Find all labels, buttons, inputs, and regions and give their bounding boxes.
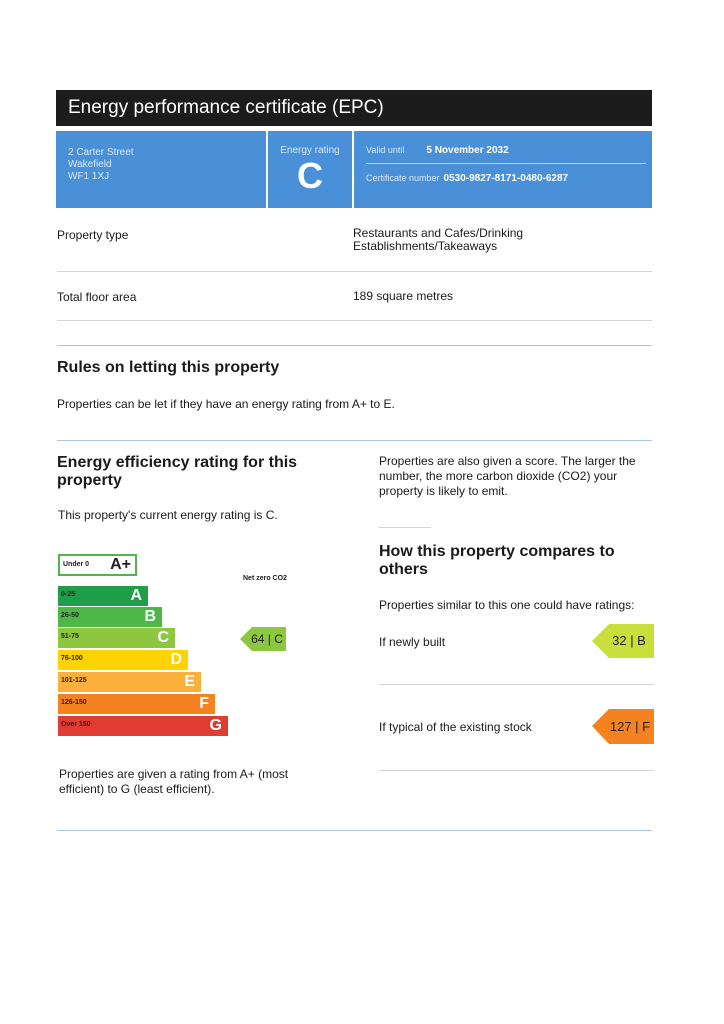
band-range: 76-100 xyxy=(61,655,83,662)
band-range: Over 150 xyxy=(61,721,91,728)
rating-band-c xyxy=(58,628,175,648)
page-title: Energy performance certificate (EPC) xyxy=(56,90,652,126)
rating-band-g xyxy=(58,716,228,736)
rating-band-a xyxy=(58,586,148,606)
band-letter: E xyxy=(184,673,195,690)
newly-built-value: 32 | B xyxy=(612,633,646,648)
compare-intro: Properties similar to this one could have ratings: xyxy=(379,598,635,612)
energy-rating-value: C xyxy=(297,155,323,196)
score-text: Properties are also given a score. The larger the number, the more carbon dioxide (CO2) your property is likely to emit. xyxy=(379,454,636,498)
band-letter: A+ xyxy=(110,556,131,573)
existing-stock-label: If typical of the existing stock xyxy=(379,720,532,734)
property-type-label: Property type xyxy=(57,228,129,242)
valid-until-value: 5 November 2032 xyxy=(426,145,509,156)
address-line: 2 Carter Street xyxy=(68,147,134,158)
section-divider xyxy=(57,345,652,346)
band-range: 126-150 xyxy=(61,699,87,706)
efficiency-heading: Energy efficiency rating for this property xyxy=(57,454,298,489)
energy-rating-block xyxy=(268,131,354,208)
rating-band-b xyxy=(58,607,162,627)
summary-bar xyxy=(56,131,652,208)
floor-area-value: 189 square metres xyxy=(353,289,454,303)
validity-block xyxy=(354,131,652,208)
address-line: WF1 1XJ xyxy=(68,171,110,182)
letting-text: Properties can be let if they have an energy rating from A+ to E. xyxy=(57,397,395,411)
current-rating-text: This property's current energy rating is C. xyxy=(58,508,278,522)
compare-heading: How this property compares to others xyxy=(379,543,615,578)
floor-area-label: Total floor area xyxy=(57,290,137,304)
band-letter: C xyxy=(157,629,169,646)
section-divider xyxy=(57,440,652,441)
address-line: Wakefield xyxy=(68,159,112,170)
band-letter: A xyxy=(130,587,142,604)
existing-stock-value: 127 | F xyxy=(609,719,651,734)
section-divider xyxy=(57,830,652,831)
divider xyxy=(57,271,652,272)
address-block xyxy=(56,131,268,208)
energy-rating-label: Energy rating xyxy=(280,145,340,156)
certificate-number-value: 0530-9827-8171-0480-6287 xyxy=(443,173,569,184)
rating-band-e xyxy=(58,672,201,692)
letting-heading: Rules on letting this property xyxy=(57,359,280,376)
scale-footer-text: Properties are given a rating from A+ (most efficient) to G (least efficient). xyxy=(59,767,289,796)
certificate-number-label: Certificate number xyxy=(366,173,440,183)
band-range: 0-25 xyxy=(61,591,76,598)
band-range: 101-125 xyxy=(61,677,87,684)
band-range: 26-50 xyxy=(61,612,79,619)
band-range: 51-75 xyxy=(61,633,79,640)
property-type-value: Restaurants and Cafes/Drinking Establishments/Takeaways xyxy=(353,226,524,253)
band-letter: D xyxy=(170,651,182,668)
newly-built-label: If newly built xyxy=(379,635,446,649)
band-letter: G xyxy=(209,717,222,734)
current-rating-arrow-label: 64 | C xyxy=(251,632,283,646)
divider xyxy=(57,320,652,321)
rating-band-f xyxy=(58,694,215,714)
divider xyxy=(379,770,654,771)
valid-until-label: Valid until xyxy=(366,145,405,155)
band-letter: F xyxy=(199,695,209,712)
band-range: Under 0 xyxy=(63,561,90,568)
divider xyxy=(379,527,431,528)
rating-band-a-plus xyxy=(58,554,137,576)
divider xyxy=(379,684,654,685)
rating-band-d xyxy=(58,650,188,670)
net-zero-label: Net zero CO2 xyxy=(243,575,287,582)
band-letter: B xyxy=(144,608,156,625)
